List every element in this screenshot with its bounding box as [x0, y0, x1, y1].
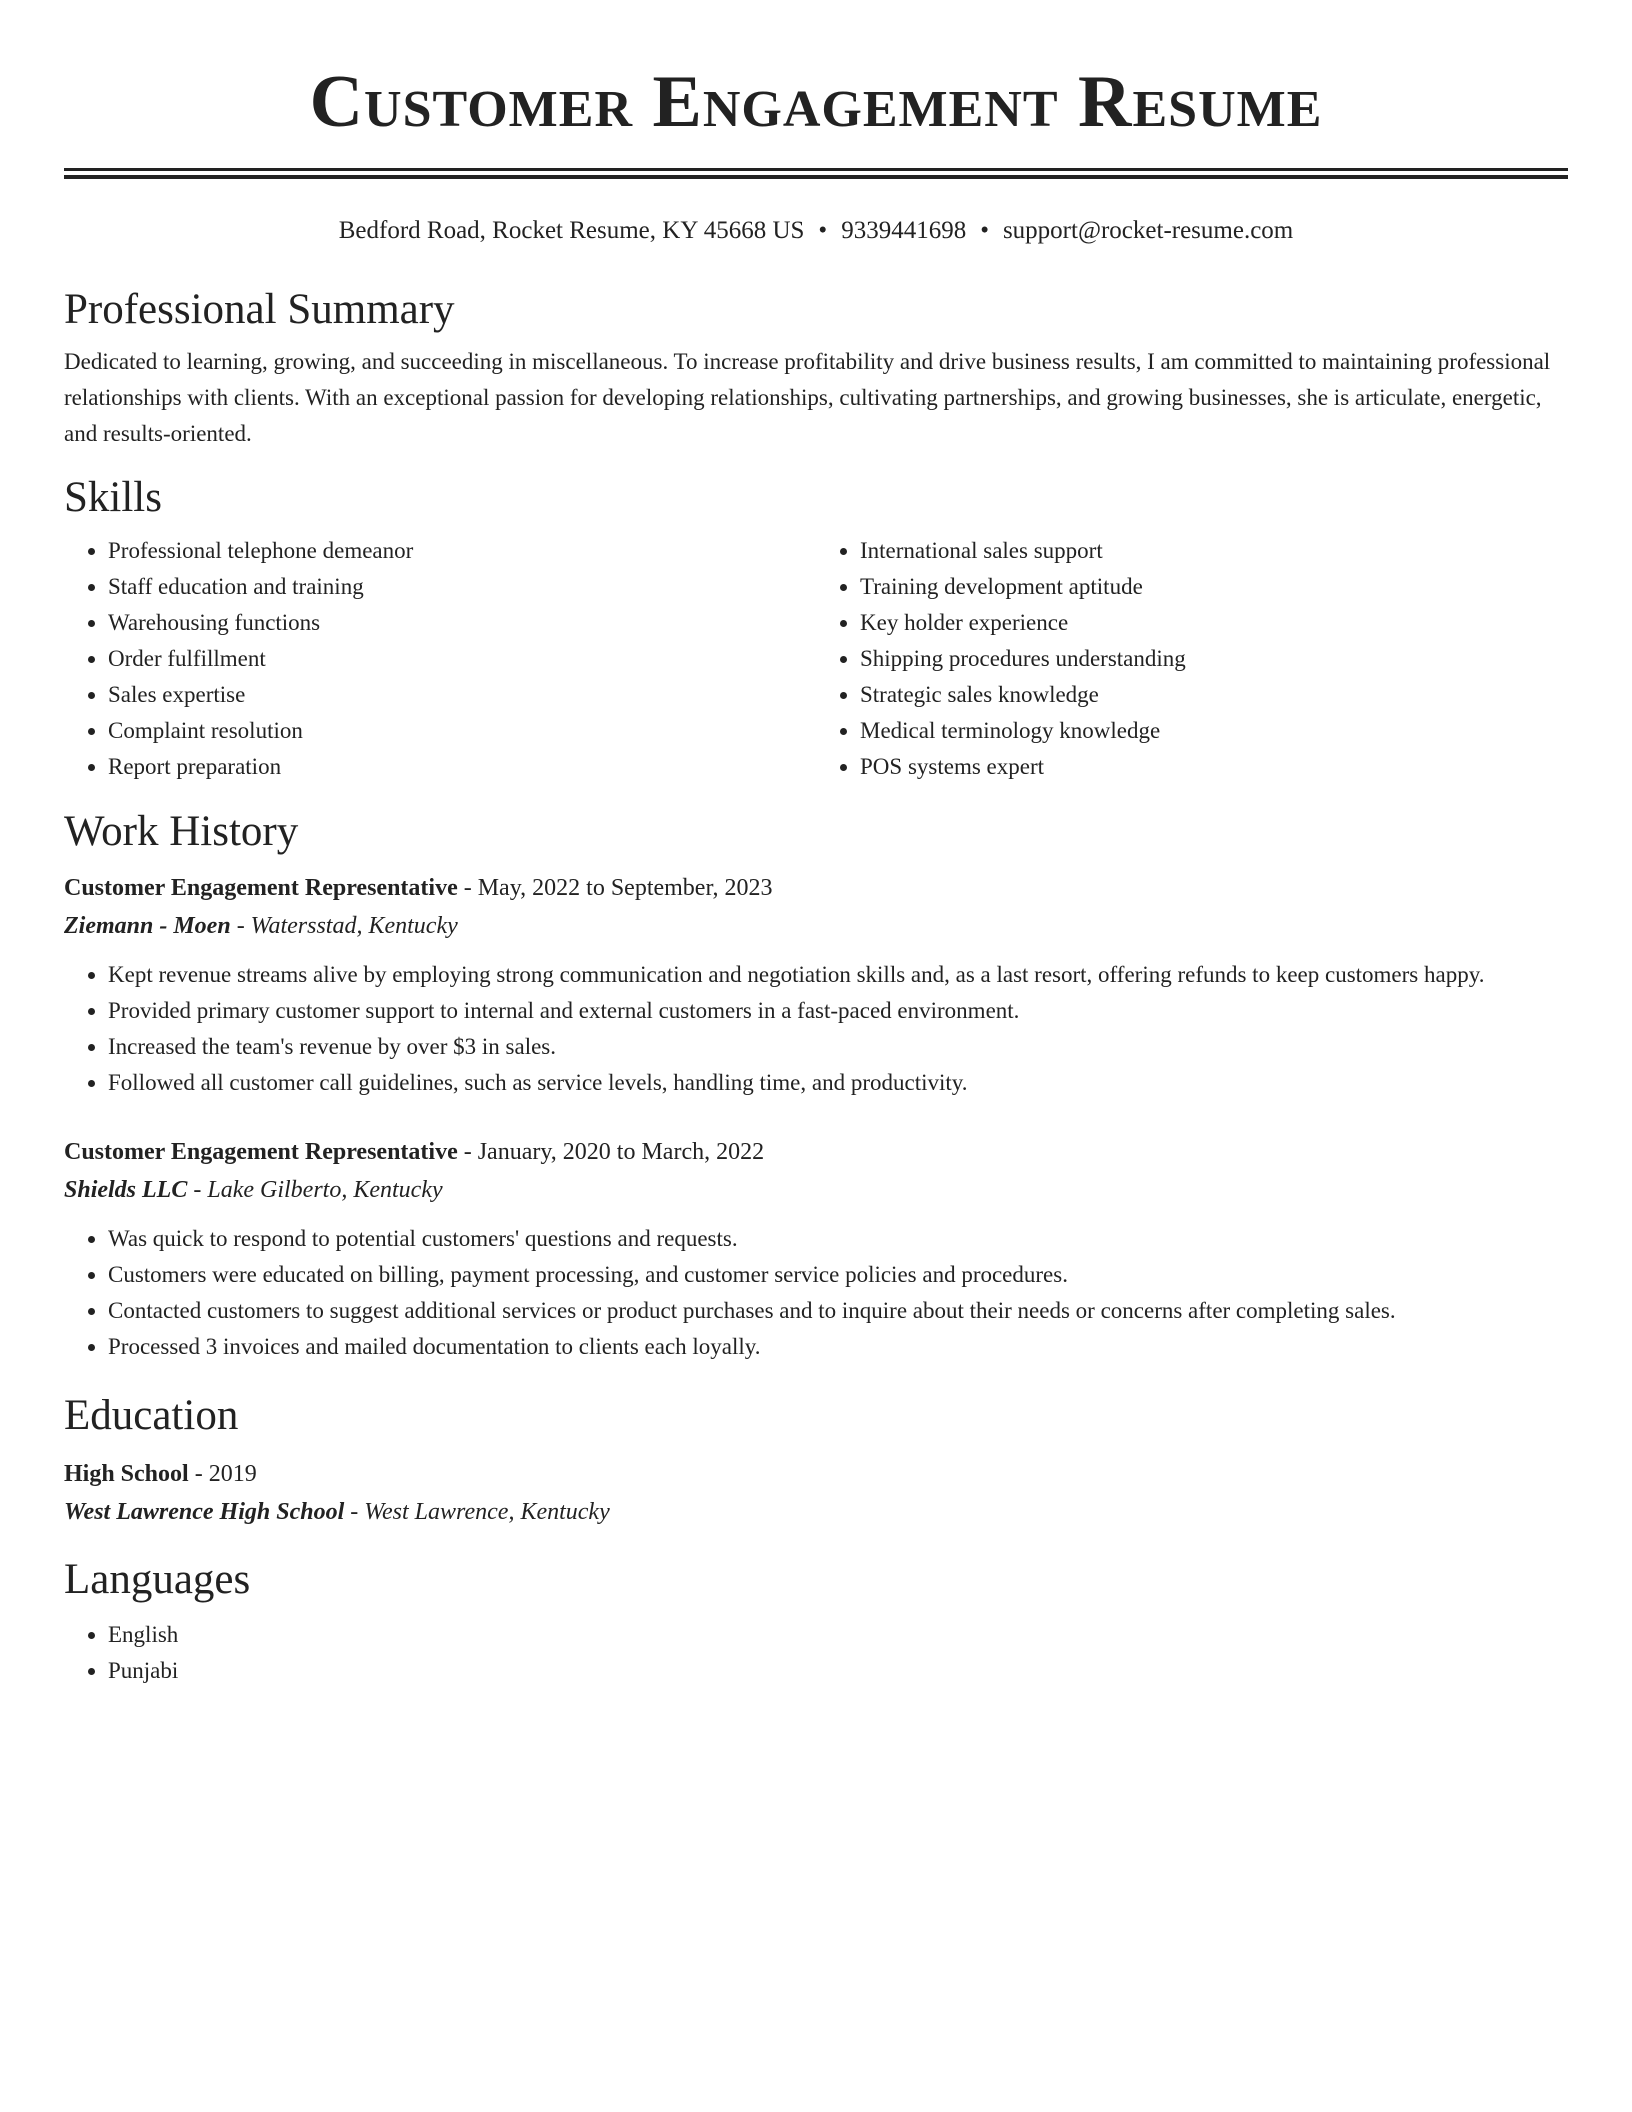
employer-location: - Lake Gilberto, Kentucky: [187, 1177, 443, 1203]
contact-line: [64, 215, 1568, 247]
contact-separator: •: [980, 217, 989, 244]
school-name: West Lawrence High School: [64, 1499, 345, 1525]
skills-heading: Skills: [64, 474, 162, 521]
contact-separator: •: [818, 217, 828, 244]
job-bullet: • Was quick to respond to potential customers' questions and requests.: [108, 1221, 1568, 1257]
employer-line: [64, 1171, 1568, 1209]
skills-columns: [64, 533, 1568, 785]
employer-name: Ziemann - Moen: [64, 913, 231, 939]
skill-item: • Training development aptitude: [860, 569, 1568, 605]
skills-list-right: [816, 533, 1568, 785]
language-item: • English: [108, 1617, 1568, 1653]
title-divider-thin: [64, 168, 1568, 171]
contact-phone: 9339441698: [841, 217, 967, 244]
title-divider-thick: [64, 175, 1568, 179]
contact-email: support@rocket-resume.com: [1002, 217, 1294, 244]
job-title-line: [64, 1133, 1568, 1171]
skill-item: • International sales support: [860, 533, 1568, 569]
job-entry: [64, 869, 1568, 1101]
languages-list: [64, 1617, 1568, 1689]
job-title: Customer Engagement Representative: [64, 1139, 458, 1165]
skill-item: • Strategic sales knowledge: [860, 677, 1568, 713]
skill-item: • Complaint resolution: [108, 713, 816, 749]
skill-item: • Sales expertise: [108, 677, 816, 713]
education-heading: Education: [64, 1392, 239, 1439]
education-entry: [64, 1455, 1568, 1531]
job-dates: - May, 2022 to September, 2023: [457, 875, 773, 901]
degree-name: High School: [64, 1461, 189, 1487]
employer-location: - Watersstad, Kentucky: [230, 913, 458, 939]
job-bullet: • Increased the team's revenue by over $3 in sales.: [108, 1029, 1568, 1065]
summary-heading: Professional Summary: [64, 286, 455, 333]
job-title-line: [64, 869, 1568, 907]
resume-title: Customer Engagement Resume: [309, 61, 1323, 143]
job-title: Customer Engagement Representative: [64, 875, 458, 901]
employer-line: [64, 907, 1568, 945]
job-bullet: • Kept revenue streams alive by employing strong communication and negotiation skills and, as a last resort, offering refunds to keep customers happy.: [108, 957, 1568, 993]
work-heading: Work History: [64, 808, 299, 855]
degree-year: - 2019: [188, 1461, 257, 1487]
job-bullet: • Processed 3 invoices and mailed documentation to clients each loyally.: [108, 1329, 1568, 1365]
job-dates: - January, 2020 to March, 2022: [457, 1139, 765, 1165]
skill-item: • Shipping procedures understanding: [860, 641, 1568, 677]
skill-item: • POS systems expert: [860, 749, 1568, 785]
degree-line: [64, 1455, 1568, 1493]
skill-item: • Order fulfillment: [108, 641, 816, 677]
languages-heading: Languages: [64, 1556, 251, 1603]
skill-item: • Key holder experience: [860, 605, 1568, 641]
job-bullet: • Followed all customer call guidelines, such as service levels, handling time, and productivity.: [108, 1065, 1568, 1101]
job-bullets: [64, 957, 1568, 1101]
job-entry: [64, 1133, 1568, 1365]
school-line: [64, 1493, 1568, 1531]
employer-name: Shields LLC: [64, 1177, 188, 1203]
job-bullet: • Contacted customers to suggest additional services or product purchases and to inquire about their needs or concerns after completing sales.: [108, 1293, 1568, 1329]
skill-item: • Staff education and training: [108, 569, 816, 605]
summary-text: Dedicated to learning, growing, and succeeding in miscellaneous. To increase profitability and drive business results, I am committed to maintaining professional relationships with clients. With an exceptional passion for developing relationships, cultivating partnerships, and growing businesses, she is articulate, energetic, and results-oriented.: [64, 349, 1551, 446]
skills-list-left: [64, 533, 816, 785]
job-bullet: • Provided primary customer support to internal and external customers in a fast-paced environment.: [108, 993, 1568, 1029]
contact-address: Bedford Road, Rocket Resume, KY 45668 US: [338, 217, 805, 244]
skill-item: • Medical terminology knowledge: [860, 713, 1568, 749]
skill-item: • Report preparation: [108, 749, 816, 785]
school-location: - West Lawrence, Kentucky: [344, 1499, 610, 1525]
skill-item: • Professional telephone demeanor: [108, 533, 816, 569]
language-item: • Punjabi: [108, 1653, 1568, 1689]
skill-item: • Warehousing functions: [108, 605, 816, 641]
job-bullets: [64, 1221, 1568, 1365]
job-bullet: • Customers were educated on billing, payment processing, and customer service policies and procedures.: [108, 1257, 1568, 1293]
